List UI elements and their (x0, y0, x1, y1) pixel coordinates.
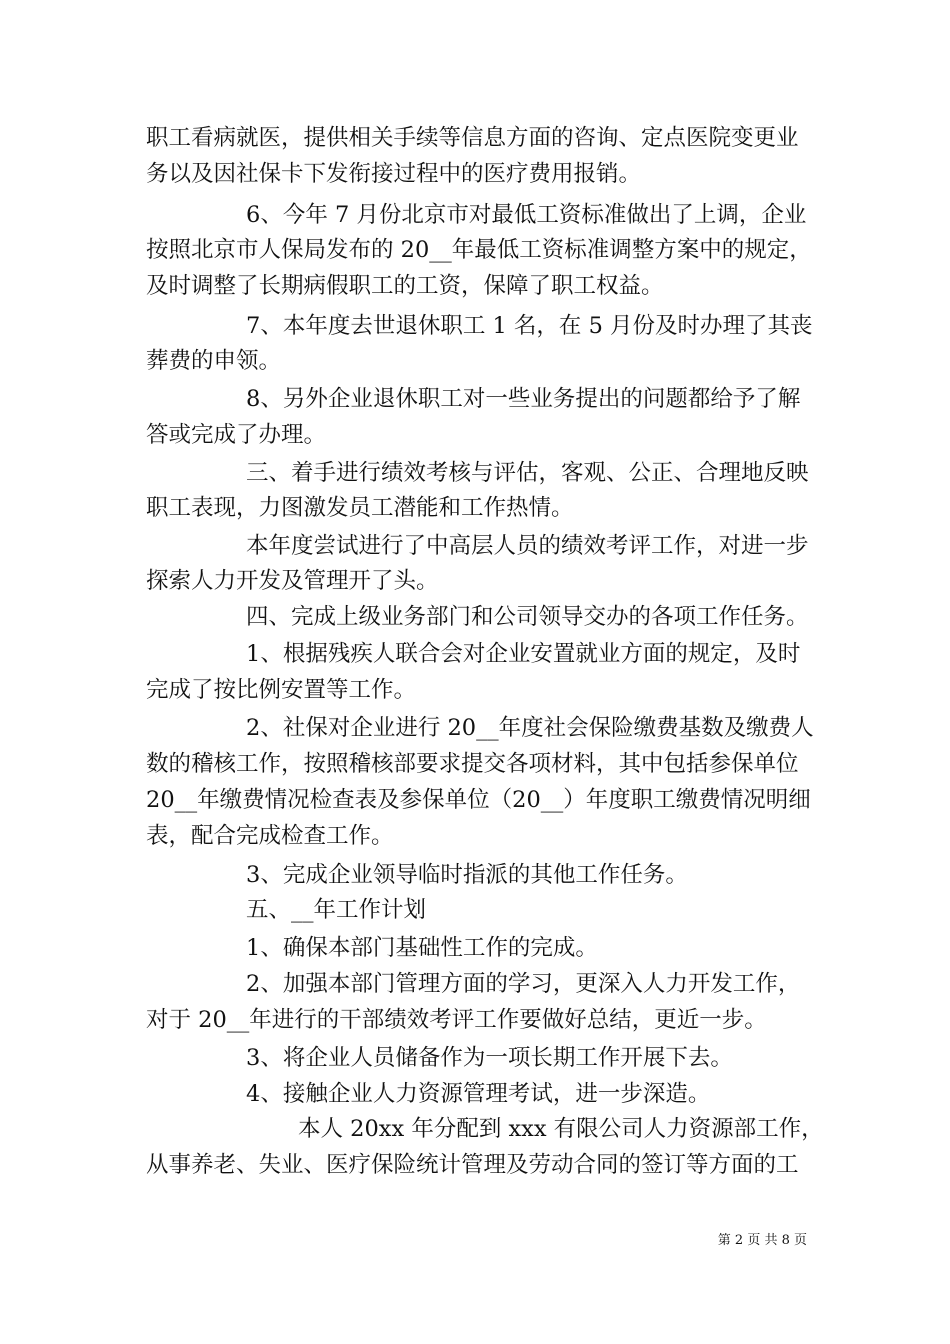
text-line: 本年度尝试进行了中高层人员的绩效考评工作，对进一步 (246, 533, 809, 559)
text-line: 20__年缴费情况检查表及参保单位（20__）年度职工缴费情况明细 (146, 787, 811, 813)
text-line: 6、今年 7 月份北京市对最低工资标准做出了上调，企业 (246, 202, 807, 228)
text-line: 本人 20xx 年分配到 xxx 有限公司人力资源部工作， (298, 1116, 824, 1142)
text-line: 五、__年工作计划 (246, 897, 427, 923)
text-line: 三、着手进行绩效考核与评估，客观、公正、合理地反映 (246, 460, 809, 486)
text-line: 探索人力开发及管理开了头。 (146, 568, 439, 594)
text-line: 1、确保本部门基础性工作的完成。 (246, 935, 598, 961)
text-line: 7、本年度去世退休职工 1 名，在 5 月份及时办理了其丧 (246, 313, 813, 339)
text-line: 职工表现，力图激发员工潜能和工作热情。 (146, 495, 574, 521)
text-line: 及时调整了长期病假职工的工资，保障了职工权益。 (146, 273, 664, 299)
text-line: 务以及因社保卡下发衔接过程中的医疗费用报销。 (146, 161, 642, 187)
page-number-footer: 第 2 页 共 8 页 (717, 1233, 807, 1248)
text-line: 数的稽核工作，按照稽核部要求提交各项材料，其中包括参保单位 (146, 751, 799, 777)
text-line: 表，配合完成检查工作。 (146, 823, 394, 849)
text-line: 2、加强本部门管理方面的学习，更深入人力开发工作， (246, 971, 801, 997)
text-line: 职工看病就医，提供相关手续等信息方面的咨询、定点医院变更业 (146, 125, 799, 151)
text-line: 四、完成上级业务部门和公司领导交办的各项工作任务。 (246, 604, 809, 630)
text-line: 完成了按比例安置等工作。 (146, 677, 417, 703)
text-line: 葬费的申领。 (146, 348, 282, 374)
text-line: 2、社保对企业进行 20__年度社会保险缴费基数及缴费人 (246, 715, 814, 741)
text-line: 从事养老、失业、医疗保险统计管理及劳动合同的签订等方面的工 (146, 1152, 799, 1178)
text-line: 4、接触企业人力资源管理考试，进一步深造。 (246, 1081, 711, 1107)
text-line: 8、另外企业退休职工对一些业务提出的问题都给予了解 (246, 386, 801, 412)
text-line: 按照北京市人保局发布的 20__年最低工资标准调整方案中的规定， (146, 237, 812, 263)
text-line: 1、根据残疾人联合会对企业安置就业方面的规定，及时 (246, 641, 801, 667)
text-line: 对于 20__年进行的干部绩效考评工作要做好总结，更近一步。 (146, 1007, 767, 1033)
text-line: 3、完成企业领导临时指派的其他工作任务。 (246, 862, 688, 888)
text-line: 答或完成了办理。 (146, 422, 327, 448)
text-line: 3、将企业人员储备作为一项长期工作开展下去。 (246, 1045, 733, 1071)
